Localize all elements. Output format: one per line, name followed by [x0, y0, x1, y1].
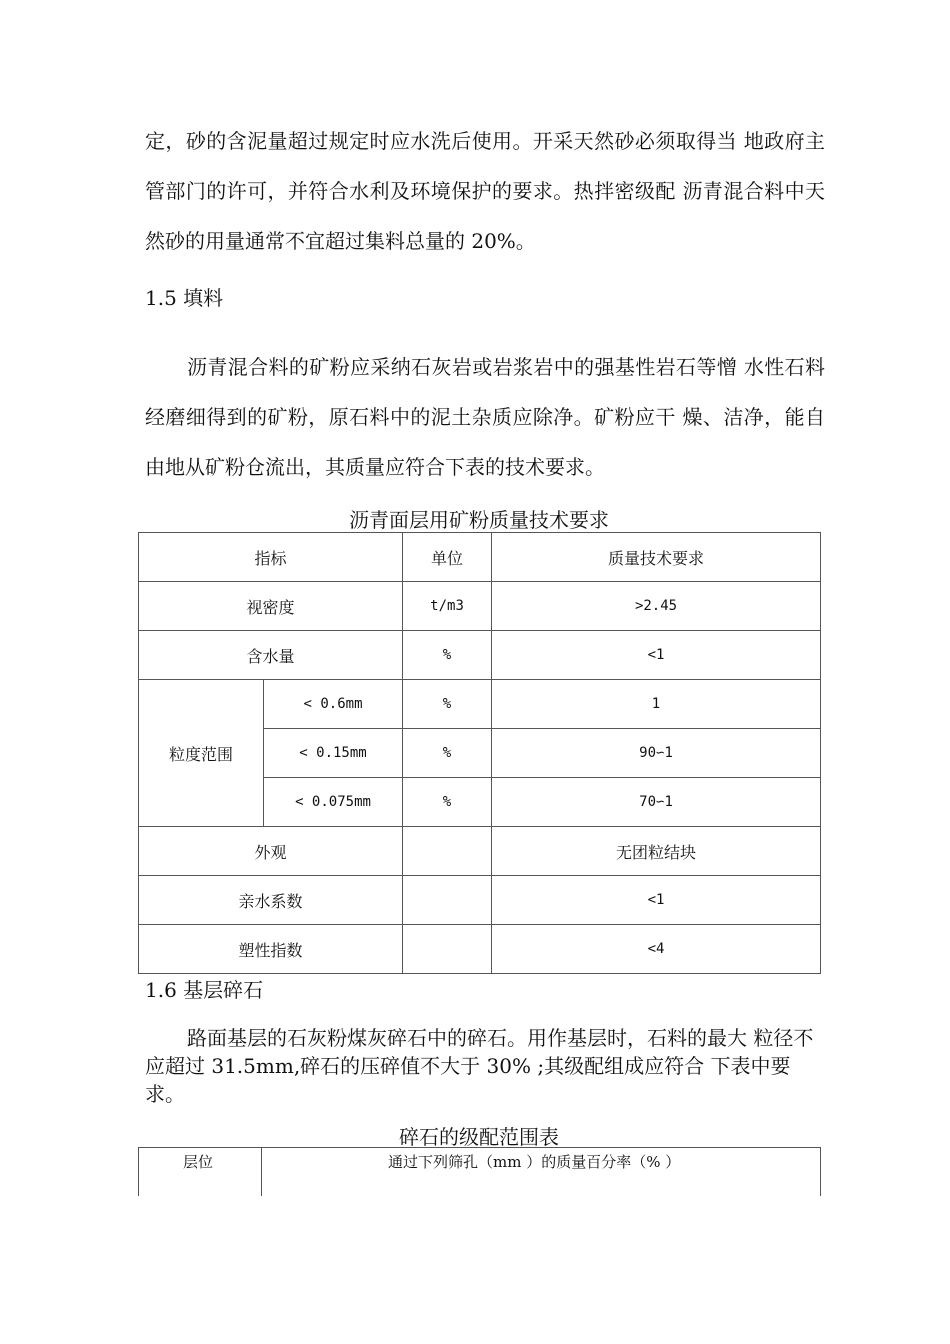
- row-requirement: <4: [492, 925, 821, 974]
- table-row: [139, 876, 821, 925]
- row-name: 外观: [139, 827, 403, 876]
- row-unit: %: [403, 680, 492, 729]
- row-requirement: 90∽1: [492, 729, 821, 778]
- row-requirement: <1: [492, 876, 821, 925]
- row-name: < 0.15mm: [264, 729, 403, 778]
- section-heading-1-5: 1.5 填料: [145, 286, 224, 310]
- table-header-row: [139, 533, 821, 582]
- table-row: [139, 827, 821, 876]
- row-unit: %: [403, 631, 492, 680]
- row-unit: %: [403, 729, 492, 778]
- header-unit: 单位: [403, 533, 492, 582]
- row-unit: t/m3: [403, 582, 492, 631]
- row-name: 亲水系数: [139, 876, 403, 925]
- row-requirement: >2.45: [492, 582, 821, 631]
- row-name: 塑性指数: [139, 925, 403, 974]
- row-name: 视密度: [139, 582, 403, 631]
- table-row: [139, 582, 821, 631]
- row-requirement: 1: [492, 680, 821, 729]
- table-row: [139, 925, 821, 974]
- row-requirement: 70∽1: [492, 778, 821, 827]
- paragraph-filler: 沥青混合料的矿粉应采纳石灰岩或岩浆岩中的强基性岩石等憎 水性石料经磨细得到的矿粉，原石料中的泥土杂质应除净。矿粉应干 燥、洁净，能自由地从矿粉仓流出，其质量应符合下表的技术要求。: [145, 355, 825, 479]
- table-caption-filler: 沥青面层用矿粉质量技术要求: [349, 508, 609, 532]
- header-passing-percent: 通过下列筛孔（mm ）的质量百分率（% ）: [262, 1148, 821, 1197]
- table-row: [139, 680, 821, 729]
- row-name: < 0.6mm: [264, 680, 403, 729]
- gradation-table: [138, 1147, 821, 1196]
- row-unit: %: [403, 778, 492, 827]
- section-heading-1-6: 1.6 基层碎石: [145, 978, 264, 1002]
- paragraph-sand: 定，砂的含泥量超过规定时应水洗后使用。开采天然砂必须取得当 地政府主管部门的许可，并符合水利及环境保护的要求。热拌密级配 沥青混合料中天然砂的用量通常不宜超过集料总量的 20%。: [145, 129, 825, 253]
- row-name: 含水量: [139, 631, 403, 680]
- header-layer: 层位: [139, 1148, 262, 1197]
- row-unit: [403, 827, 492, 876]
- row-group-label: 粒度范围: [139, 680, 264, 827]
- header-requirement: 质量技术要求: [492, 533, 821, 582]
- table-row: [139, 631, 821, 680]
- row-requirement: <1: [492, 631, 821, 680]
- row-name: < 0.075mm: [264, 778, 403, 827]
- row-unit: [403, 925, 492, 974]
- row-unit: [403, 876, 492, 925]
- filler-spec-table: [138, 532, 821, 974]
- row-requirement: 无团粒结块: [492, 827, 821, 876]
- paragraph-gravel: 路面基层的石灰粉煤灰碎石中的碎石。用作基层时，石料的最大 粒径不应超过 31.5mm,碎石的压碎值不大于 30% ;其级配组成应符合 下表中要求。: [145, 1026, 814, 1106]
- header-indicator: 指标: [139, 533, 403, 582]
- table-caption-gradation: 碎石的级配范围表: [399, 1125, 559, 1149]
- table-header-row: [139, 1148, 821, 1197]
